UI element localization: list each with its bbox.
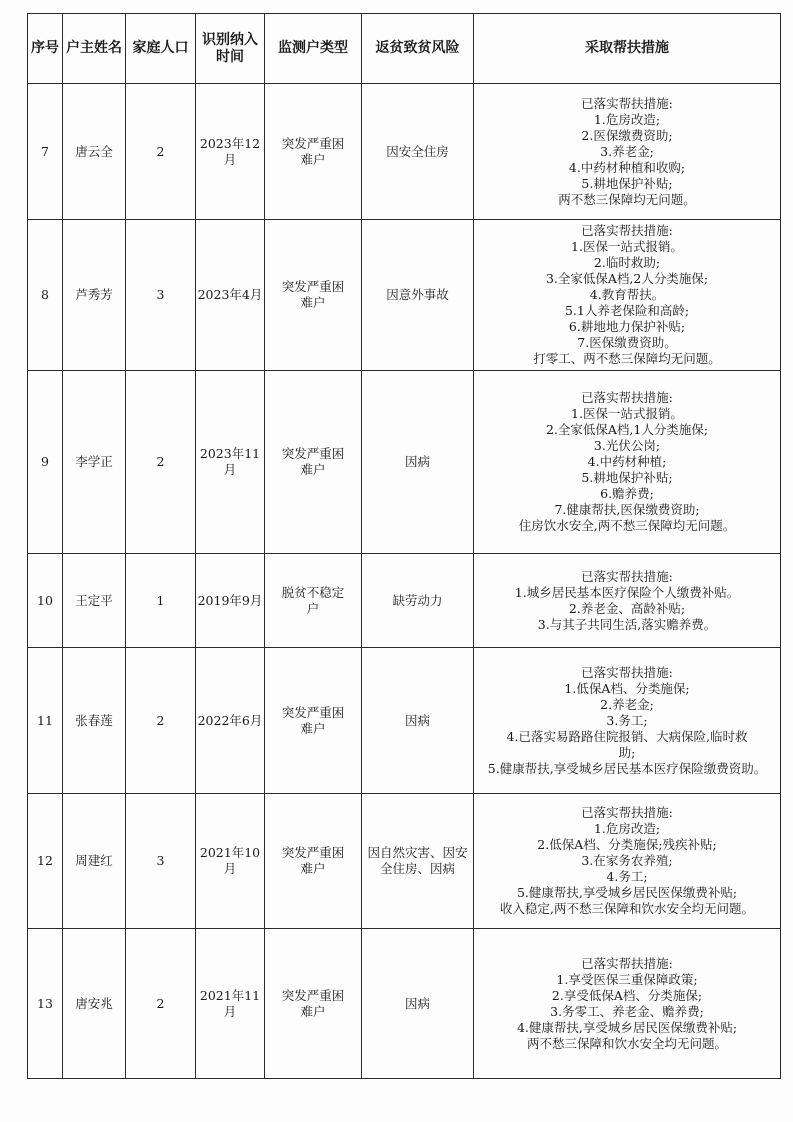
cell-risk: 因安全住房 xyxy=(362,84,474,220)
header-serial: 序号 xyxy=(28,14,63,84)
measure-line: 已落实帮扶措施: xyxy=(581,223,673,238)
table-row xyxy=(28,554,781,648)
cell-serial: 11 xyxy=(28,648,63,794)
table-row xyxy=(28,929,781,1079)
cell-family-size: 2 xyxy=(126,84,196,220)
header-measures: 采取帮扶措施 xyxy=(474,14,781,84)
measure-line: 5.1人养老保险和高龄; xyxy=(564,303,690,318)
cell-identified-date: 2022年6月 xyxy=(196,648,265,794)
cell-measures xyxy=(474,554,781,648)
cell-measures xyxy=(474,220,781,371)
table-row xyxy=(28,648,781,794)
measure-line: 6.赡养费; xyxy=(600,486,654,501)
measure-line: 2.享受低保A档、分类施保; xyxy=(551,987,703,1003)
measure-line: 4.健康帮扶,享受城乡居民医保缴费补贴; xyxy=(516,1019,738,1035)
measure-line: 1.危房改造; xyxy=(593,111,661,127)
measure-line: 2.医保缴费资助; xyxy=(581,127,673,143)
measure-line: 已落实帮扶措施: xyxy=(581,664,673,680)
measure-line: 5.健康帮扶,享受城乡居民基本医疗保险缴费资助。 xyxy=(487,760,767,776)
cell-name: 周建红 xyxy=(63,794,126,929)
cell-household-type: 突发严重困难户 xyxy=(265,794,362,929)
cell-measures xyxy=(474,371,781,554)
cell-household-type: 突发严重困难户 xyxy=(265,220,362,371)
cell-household-type: 突发严重困难户 xyxy=(265,84,362,220)
cell-measures xyxy=(474,648,781,794)
measure-line: 7.医保缴费资助。 xyxy=(577,335,677,350)
measure-line: 7.健康帮扶,医保缴费资助; xyxy=(554,502,700,517)
measure-line: 4.中药材种植; xyxy=(587,454,667,469)
cell-serial: 12 xyxy=(28,794,63,929)
cell-identified-date: 2021年11月 xyxy=(196,929,265,1079)
header-household-type: 监测户类型 xyxy=(265,14,362,84)
measure-line: 3.光伏公岗; xyxy=(593,438,661,453)
measure-line: 2.养老金; xyxy=(600,696,654,712)
measure-line: 3.养老金; xyxy=(600,143,654,159)
measure-line: 5.健康帮扶,享受城乡居民医保缴费补贴; xyxy=(516,885,738,900)
cell-household-type: 脱贫不稳定户 xyxy=(265,554,362,648)
cell-name: 张春莲 xyxy=(63,648,126,794)
cell-household-type: 突发严重困难户 xyxy=(265,648,362,794)
cell-serial: 8 xyxy=(28,220,63,371)
table-row xyxy=(28,84,781,220)
measure-line: 3.在家务农养殖; xyxy=(581,853,673,868)
cell-name: 芦秀芳 xyxy=(63,220,126,371)
header-identified-date: 识别纳入时间 xyxy=(196,14,265,84)
measure-line: 已落实帮扶措施: xyxy=(581,390,673,405)
measure-line: 4.务工; xyxy=(606,869,648,884)
header-name: 户主姓名 xyxy=(63,14,126,84)
measure-line: 住房饮水安全,两不愁三保障均无问题。 xyxy=(518,518,736,533)
measure-line: 4.中药材种植和收购; xyxy=(568,159,686,175)
measure-line: 打零工、两不愁三保障均无问题。 xyxy=(533,351,721,366)
measure-line: 收入稳定,两不愁三保障和饮水安全均无问题。 xyxy=(500,901,754,916)
measure-line: 已落实帮扶措施: xyxy=(581,805,673,820)
cell-identified-date: 2019年9月 xyxy=(196,554,265,648)
cell-measures xyxy=(474,84,781,220)
monitoring-household-table xyxy=(27,13,781,1079)
cell-name: 王定平 xyxy=(63,554,126,648)
cell-risk: 因自然灾害、因安全住房、因病 xyxy=(362,794,474,929)
measure-line: 2.低保A档、分类施保;残疾补贴; xyxy=(537,837,717,852)
measure-line: 2.养老金、高龄补贴; xyxy=(568,600,686,616)
measure-line: 已落实帮扶措施: xyxy=(581,95,673,111)
measure-line: 4.已落实易路路住院报销、大病保险,临时救 xyxy=(506,728,748,744)
cell-family-size: 1 xyxy=(126,554,196,648)
measure-line: 5.耕地保护补贴; xyxy=(581,175,673,191)
cell-risk: 缺劳动力 xyxy=(362,554,474,648)
measure-line: 3.务工; xyxy=(606,712,648,728)
cell-family-size: 3 xyxy=(126,794,196,929)
cell-name: 唐云全 xyxy=(63,84,126,220)
measure-line: 4.教育帮扶。 xyxy=(589,287,665,302)
cell-serial: 13 xyxy=(28,929,63,1079)
cell-family-size: 3 xyxy=(126,220,196,371)
cell-household-type: 突发严重困难户 xyxy=(265,371,362,554)
measure-line: 已落实帮扶措施: xyxy=(581,568,673,584)
measure-line: 1.享受医保三重保障政策; xyxy=(556,971,698,987)
header-family-size: 家庭人口 xyxy=(126,14,196,84)
measure-line: 1.危房改造; xyxy=(593,821,661,836)
cell-household-type: 突发严重困难户 xyxy=(265,929,362,1079)
cell-measures xyxy=(474,794,781,929)
cell-serial: 10 xyxy=(28,554,63,648)
measure-line: 1.医保一站式报销。 xyxy=(571,406,683,421)
table-row xyxy=(28,220,781,371)
cell-identified-date: 2021年10月 xyxy=(196,794,265,929)
cell-serial: 9 xyxy=(28,371,63,554)
measure-line: 1.医保一站式报销。 xyxy=(571,239,683,254)
cell-family-size: 2 xyxy=(126,371,196,554)
measure-line: 2.临时救助; xyxy=(593,255,661,270)
header-risk: 返贫致贫风险 xyxy=(362,14,474,84)
measure-line: 3.务零工、养老金、赡养费; xyxy=(550,1003,704,1019)
cell-risk: 因病 xyxy=(362,929,474,1079)
measure-line: 3.与其子共同生活,落实赡养费。 xyxy=(537,616,717,632)
measure-line: 1.城乡居民基本医疗保险个人缴费补贴。 xyxy=(514,584,740,600)
header-row xyxy=(28,14,781,84)
cell-measures xyxy=(474,929,781,1079)
cell-risk: 因病 xyxy=(362,648,474,794)
cell-family-size: 2 xyxy=(126,648,196,794)
table-row xyxy=(28,794,781,929)
measure-line: 3.全家低保A档,2人分类施保; xyxy=(545,271,709,286)
measure-line: 已落实帮扶措施: xyxy=(581,955,673,971)
cell-identified-date: 2023年11月 xyxy=(196,371,265,554)
measure-line: 两不愁三保障均无问题。 xyxy=(558,191,696,207)
cell-risk: 因病 xyxy=(362,371,474,554)
cell-name: 唐安兆 xyxy=(63,929,126,1079)
cell-family-size: 2 xyxy=(126,929,196,1079)
measure-line: 2.全家低保A档,1人分类施保; xyxy=(545,422,709,437)
measure-line: 6.耕地地力保护补贴; xyxy=(568,319,686,334)
cell-identified-date: 2023年12月 xyxy=(196,84,265,220)
measure-line: 两不愁三保障和饮水安全均无问题。 xyxy=(526,1035,727,1051)
measure-line: 助; xyxy=(618,744,636,760)
table-row xyxy=(28,371,781,554)
cell-serial: 7 xyxy=(28,84,63,220)
cell-identified-date: 2023年4月 xyxy=(196,220,265,371)
cell-name: 李学正 xyxy=(63,371,126,554)
measure-line: 1.低保A档、分类施保; xyxy=(564,680,690,696)
cell-risk: 因意外事故 xyxy=(362,220,474,371)
measure-line: 5.耕地保护补贴; xyxy=(581,470,673,485)
